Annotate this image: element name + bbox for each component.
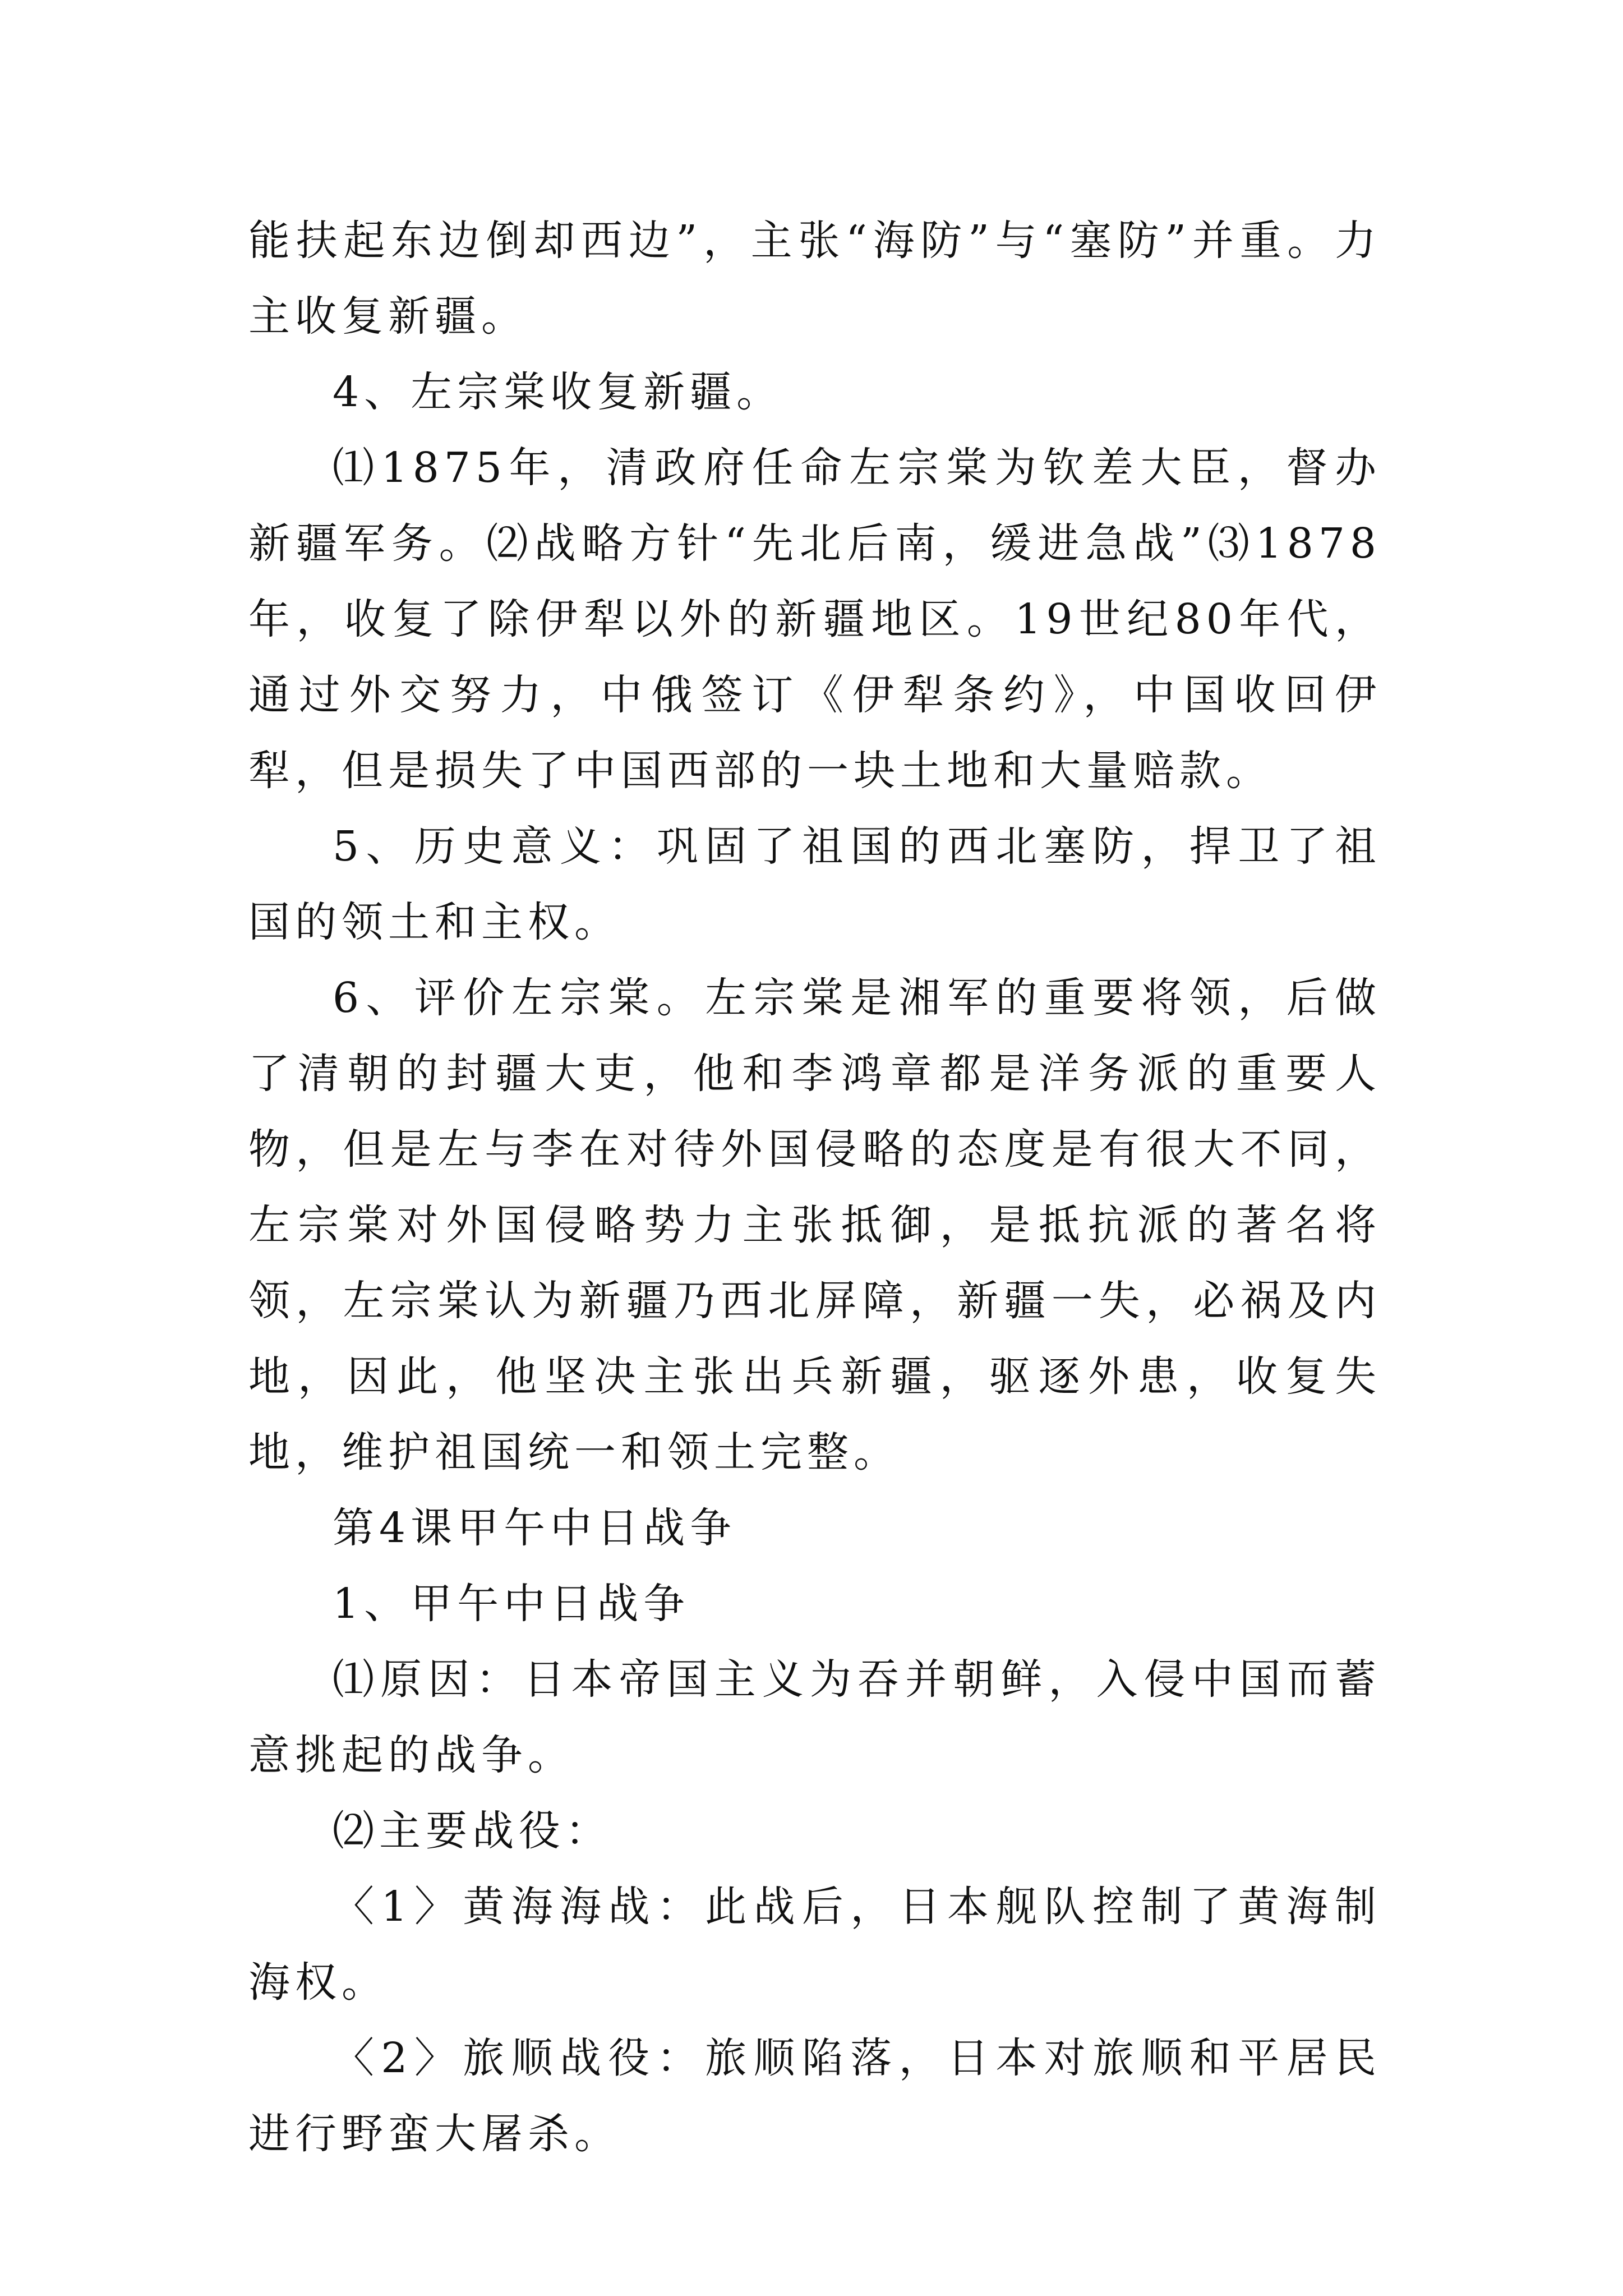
section-heading-1: 1、甲午中日战争 [333, 1580, 690, 1628]
paragraph-item-5: 5、历史意义：巩固了祖国的西北塞防，捍卫了祖国的领土和主权。 [248, 822, 1381, 946]
text-body [248, 203, 1381, 2172]
lesson-heading: 第4课甲午中日战争 [333, 1504, 737, 1552]
paragraph-battle-yellow-sea: 〈1〉黄海海战：此战后，日本舰队控制了黄海制海权。 [248, 1883, 1381, 2007]
paragraph-item-4: 4、左宗棠收复新疆。 [333, 368, 783, 416]
paragraph-main-battles: ⑵主要战役： [333, 1807, 612, 1855]
paragraph-battle-lushun: 〈2〉旅顺战役：旅顺陷落，日本对旅顺和平居民进行野蛮大屠杀。 [248, 2034, 1381, 2158]
paragraph-item-6: 6、评价左宗棠。左宗棠是湘军的重要将领，后做了清朝的封疆大吏，他和李鸿章都是洋务派的重要人物，但是左与李在对待外国侵略的态度是有很大不同，左宗棠对外国侵略势力主张抵御，是抵抗派的著名将领，左宗棠认为新疆乃西北屏障，新疆一失，必祸及内地，因此，他坚决主张出兵新疆，驱逐外患，收复失地，维护祖国统一和领土完整。 [248, 974, 1381, 1476]
paragraph-cause: ⑴原因：日本帝国主义为吞并朝鲜，入侵中国而蓄意挑起的战争。 [248, 1655, 1381, 1779]
paragraph-continuation: 能扶起东边倒却西边”，主张“海防”与“塞防”并重。力主收复新疆。 [248, 217, 1381, 341]
paragraph-recovery-details: ⑴1875年，清政府任命左宗棠为钦差大臣，督办新疆军务。⑵战略方针“先北后南，缓进急战”⑶1878年，收复了除伊犁以外的新疆地区。19世纪80年代，通过外交努力，中俄签订《伊犁条约》，中国收回伊犁，但是损失了中国西部的一块土地和大量赔款。 [248, 444, 1381, 795]
